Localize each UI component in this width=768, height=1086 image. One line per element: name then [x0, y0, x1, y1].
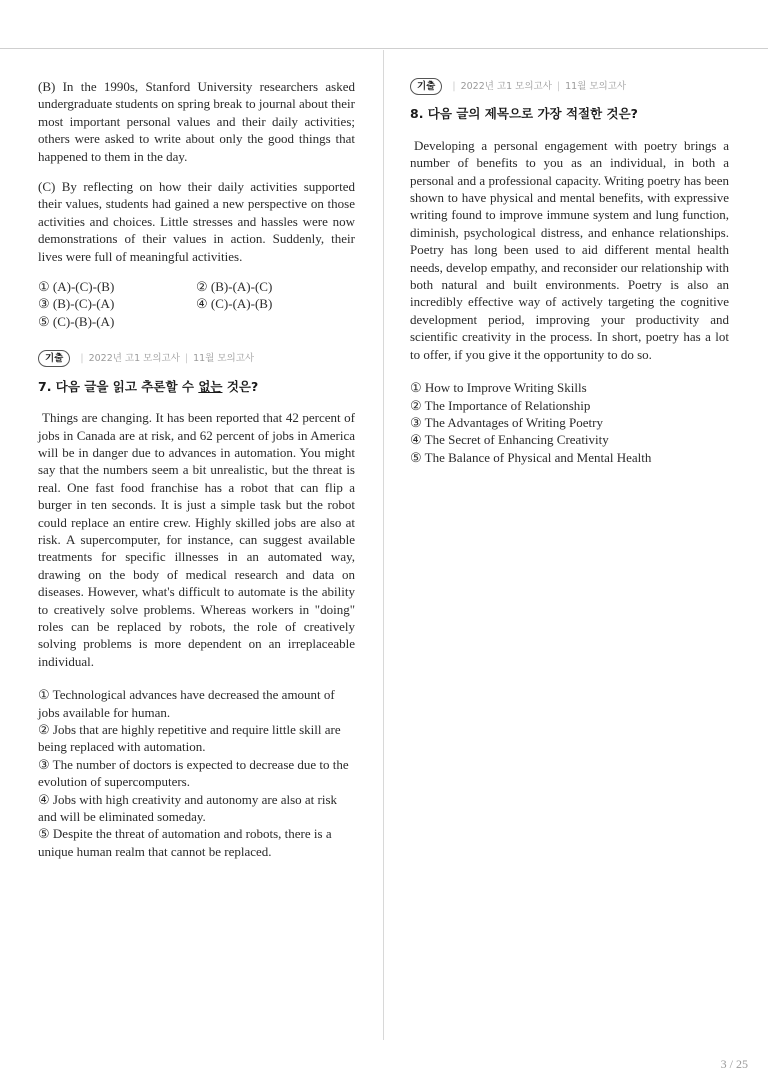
- paragraph-b: (B) In the 1990s, Stanford University researchers asked undergraduate students on spring break to journal about their most important personal values and their daily activities; others were asked to write about only the good things that happened to them in the day.: [38, 79, 355, 164]
- q8-answers: [410, 379, 729, 466]
- q7-answer-5[interactable]: ⑤ Despite the threat of automation and robots, there is a unique human realm that cannot be replaced.: [38, 826, 332, 859]
- order-option-2[interactable]: ② (B)-(A)-(C): [196, 279, 273, 295]
- q7-answer-2[interactable]: ② Jobs that are highly repetitive and require little skill are being replaced with automation.: [38, 722, 341, 755]
- q7-answers: [38, 686, 355, 860]
- q7-badge: 기출: [38, 350, 70, 367]
- q8-title: 8. 다음 글의 제목으로 가장 적절한 것은?: [410, 106, 638, 122]
- q8-answer-1[interactable]: ① How to Improve Writing Skills: [410, 380, 587, 396]
- q7-answer-1[interactable]: ① Technological advances have decreased the amount of jobs available for human.: [38, 687, 335, 720]
- q7-month-exam: 11월 모의고사: [193, 353, 255, 365]
- separator: |: [184, 353, 189, 365]
- right-column: [410, 78, 729, 466]
- q7-title: [38, 378, 355, 395]
- order-option-1[interactable]: ① (A)-(C)-(B): [38, 279, 115, 295]
- separator: |: [80, 353, 84, 365]
- separator: |: [452, 81, 456, 92]
- order-option-4[interactable]: ④ (C)-(A)-(B): [196, 296, 273, 312]
- separator: |: [556, 81, 561, 92]
- q7-passage: Things are changing. It has been reported that 42 percent of jobs in Canada are at risk, and 62 percent of jobs in America will be in danger due to advances in automation. You might say that the numbers seem a bit unrealistic, but the threat is real. One fast food franchise has a robot that can flip a burger in ten seconds. It is just a simple task but the robot could replace an entire crew. Highly skilled jobs are also at risk. A supercomputer, for instance, can suggest available treatments for specific illnesses in an automated way, drawing on the body of medical research and data on diseases. However, what's difficult to automate is the ability to creatively solve problems. Whereas workers in "doing" roles can be replaced by robots, the role of creatively solving problems is more dependent on an irreplaceable individual.: [38, 410, 355, 669]
- column-divider: [383, 50, 384, 1040]
- q7-answer-4[interactable]: ④ Jobs with high creativity and autonomy are also at risk and will be eliminated someday.: [38, 791, 338, 825]
- q7-answer-3[interactable]: ③ The number of doctors is expected to decrease due to the evolution of supercomputers.: [38, 756, 349, 790]
- q7-title-emphasis: 없는: [198, 378, 223, 394]
- order-options: [38, 278, 355, 330]
- q8-month-exam: 11월 모의고사: [565, 81, 627, 92]
- q8-source-tag: [410, 78, 729, 95]
- q8-answer-2[interactable]: ② The Importance of Relationship: [410, 397, 591, 413]
- q7-title-suffix: 것은?: [222, 378, 259, 394]
- order-option-3[interactable]: ③ (B)-(C)-(A): [38, 296, 115, 312]
- q8-passage: Developing a personal engagement with poetry brings a number of benefits to you as an individual, in both a personal and a professional capacity. Writing poetry has been shown to have physical and mental benefits, with expressive writing found to improve immune system and lung function, diminish, psychological distress, and enhance relationships. Poetry has long been used to aid different mental health needs, develop empathy, and reconsider our relationship with both natural and built environments. Poetry is also an incredibly effective way of actively targeting the cognitive development period, improving your productivity and scientific creativity in the process. In short, poetry has a lot to offer, if you give it the opportunity to do so.: [410, 137, 729, 362]
- q8-answer-4[interactable]: ④ The Secret of Enhancing Creativity: [410, 432, 609, 448]
- page-number: 3 / 25: [720, 1057, 748, 1071]
- paragraph-c: (C) By reflecting on how their daily activities supported their values, students had gained a new perspective on those activities and choices. Little stresses and hassles were now demonstrations of their values in action. Suddenly, their lives were full of meaningful activities.: [38, 179, 355, 264]
- q8-badge: 기출: [410, 78, 442, 95]
- q8-year-exam: 2022년 고1 모의고사: [460, 81, 552, 92]
- q8-answer-5[interactable]: ⑤ The Balance of Physical and Mental Health: [410, 449, 652, 465]
- header-rule: [0, 48, 768, 49]
- q7-year-exam: 2022년 고1 모의고사: [88, 353, 180, 365]
- left-column: [38, 78, 355, 860]
- order-option-5[interactable]: ⑤ (C)-(B)-(A): [38, 313, 115, 329]
- q7-title-prefix: 7. 다음 글을 읽고 추론할 수: [38, 378, 199, 394]
- q7-source-tag: [38, 350, 355, 367]
- q8-answer-3[interactable]: ③ The Advantages of Writing Poetry: [410, 414, 603, 430]
